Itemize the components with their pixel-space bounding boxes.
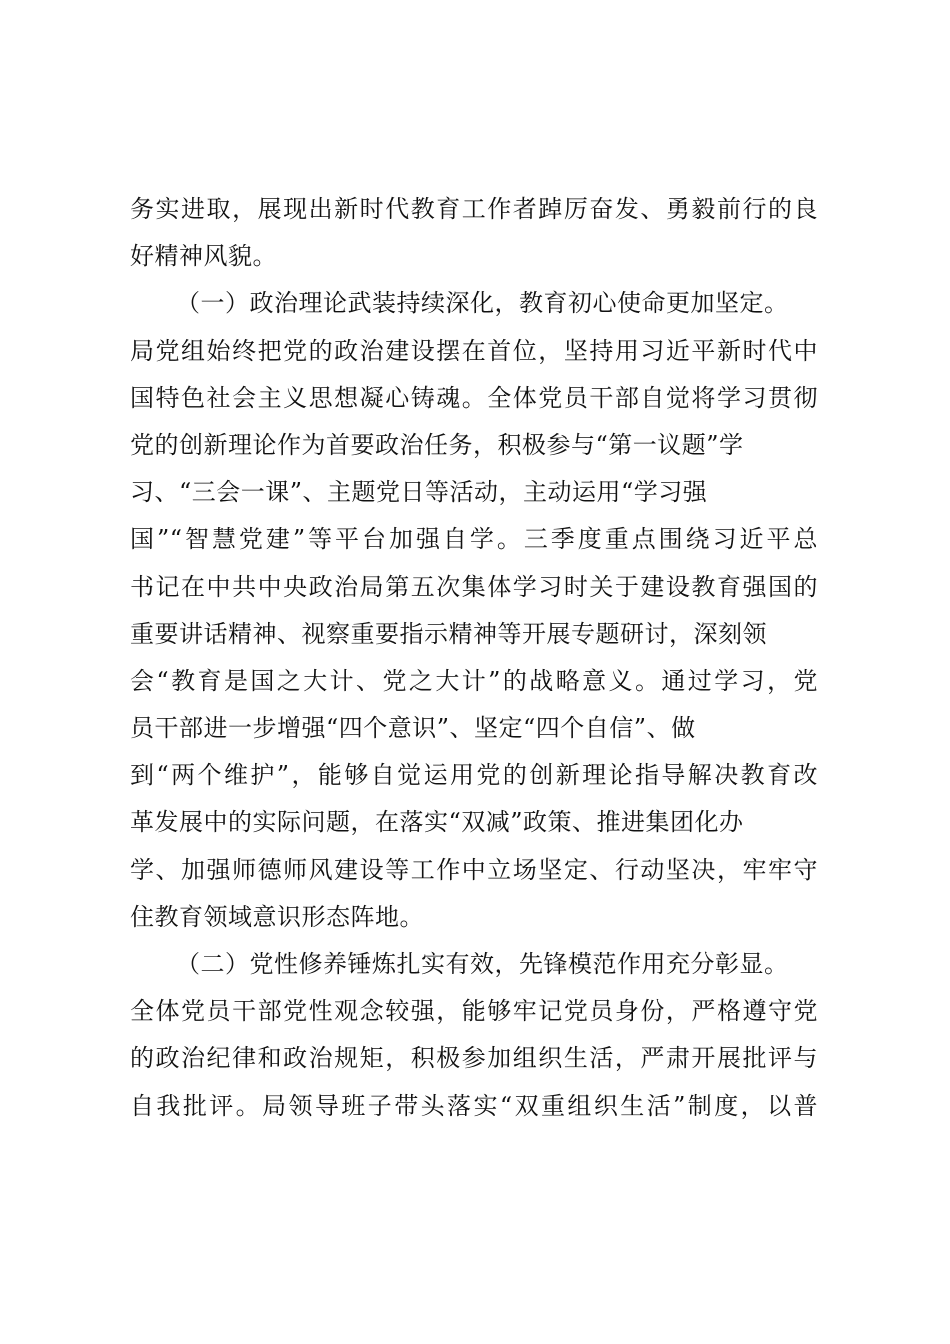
text-line: 会“教育是国之大计、党之大计”的战略意义。通过学习，党 — [130, 666, 818, 695]
text-line: 到“两个维护”，能够自觉运用党的创新理论指导解决教育改 — [130, 761, 818, 790]
text-line: 国特色社会主义思想凝心铸魂。全体党员干部自觉将学习贯彻 — [130, 383, 818, 412]
text-line: 重要讲话精神、视察重要指示精神等开展专题研讨，深刻领 — [130, 619, 767, 648]
text-line: 书记在中共中央政治局第五次集体学习时关于建设教育强国的 — [130, 572, 818, 601]
text-line: 局党组始终把党的政治建设摆在首位，坚持用习近平新时代中 — [130, 336, 818, 365]
text-line: 国”“智慧党建”等平台加强自学。三季度重点围绕习近平总 — [130, 525, 818, 554]
text-line: 员干部进一步增强“四个意识”、坚定“四个自信”、做 — [130, 714, 696, 743]
text-line: 习、“三会一课”、主题党日等活动，主动运用“学习强 — [130, 478, 708, 507]
text-line: 全体党员干部党性观念较强，能够牢记党员身份，严格遵守党 — [130, 997, 818, 1026]
text-line: 党的创新理论作为首要政治任务，积极参与“第一议题”学 — [130, 430, 744, 459]
text-line: 住教育领域意识形态阵地。 — [130, 902, 424, 931]
section-heading-1: （一）政治理论武装持续深化，教育初心使命更加坚定。 — [176, 289, 789, 318]
section-heading-2: （二）党性修养锤炼扎实有效，先锋模范作用充分彰显。 — [176, 950, 789, 978]
document-body — [130, 186, 818, 1130]
text-line: 革发展中的实际问题，在落实“双减”政策、推进集团化办 — [130, 808, 744, 837]
text-line: 务实进取，展现出新时代教育工作者踔厉奋发、勇毅前行的良 — [130, 195, 818, 223]
text-line: 好精神风貌。 — [130, 242, 277, 271]
text-line: 自我批评。局领导班子带头落实“双重组织生活”制度，以普 — [130, 1091, 818, 1120]
text-line: 学、加强师德师风建设等工作中立场坚定、行动坚决，牢牢守 — [130, 855, 818, 884]
text-line: 的政治纪律和政治规矩，积极参加组织生活，严肃开展批评与 — [130, 1044, 818, 1073]
